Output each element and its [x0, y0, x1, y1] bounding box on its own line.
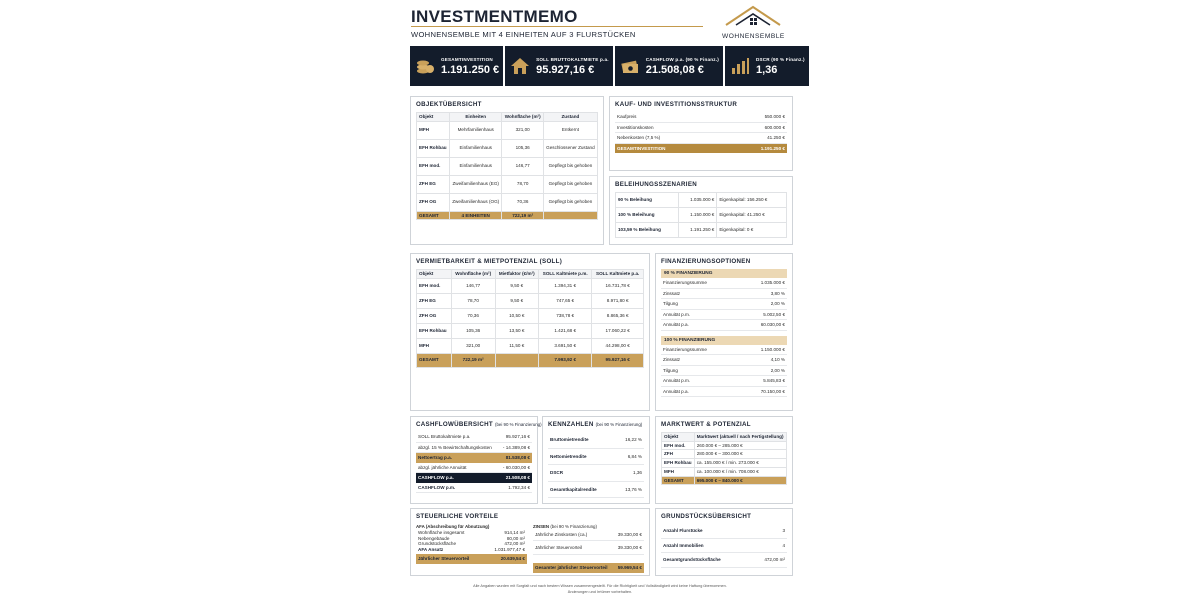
table-cell: ZFH EG	[417, 175, 450, 193]
marktwert-table: Objekt Marktwert (aktuell / nach Fertigstellung) EFH mod. 260.000 € – 285.000 € ZFH 280.000 € – 300.000 € EFH Rohbau ca. 155.000 € / min. 273.000 € MFH ca. 100.000 € / min. 708.000 € GESAMT 695.000 € – 840.000 €	[661, 432, 787, 485]
list-item: Finanzierungssumme 1.150.000 €	[661, 345, 787, 356]
table-cell: 78,70	[502, 175, 543, 193]
table-cell: Zweifamilienhaus (OG)	[449, 193, 502, 211]
table-cell: Geschlossener Zustand	[543, 139, 597, 157]
list-item: Annuität p.m. 5.845,83 €	[661, 376, 787, 387]
table-cell: Mehrfamilienhaus	[449, 121, 502, 139]
zinsen-title: ZINSEN (bei 90 % Finanzierung)	[533, 524, 597, 529]
kpi-label: SOLL BRUTTOKALTMIETE p.a.	[536, 56, 609, 62]
list-item: Jährlicher Steuervorteil 39.330,00 €	[533, 541, 644, 556]
house-logo-icon	[722, 5, 784, 27]
kpi-value: 95.927,16 €	[536, 63, 595, 76]
vermietbarkeit-table: Objekt Wohnfläche (m²) Mietfaktor (€/m²) SOLL Kaltmiete p.m. SOLL Kaltmiete p.a. EFH mod. 146,77 9,50 € 1.394,31 € 16.731,78 € ZFH EG 78,70 9,50 € 747,65 € 8.971,80 € ZFH OG 70,36 10,50 € 738,78 € 8.865,36 € EFH Rohbau 105,36 13,50 € 1.421,68 € 17.060,22 € MFH 321,00 11,50 € 3.691,50 € 44.298,00 € GESAMT 722,19 m² 7.993,92 € 95.927,16 €	[416, 269, 644, 368]
section-title: MARKTWERT & POTENZIAL	[661, 421, 751, 428]
beleihung-table	[615, 192, 787, 238]
objekt-table	[416, 112, 598, 220]
section-title: VERMIETBARKEIT & MIETPOTENZIAL (SOLL)	[416, 258, 563, 265]
list-item: Annuität p.m. 5.002,50 €	[661, 310, 787, 321]
kpi-cashflow	[615, 46, 723, 86]
section-title: STEUERLICHE VORTEILE	[416, 513, 499, 520]
table-cell: 105,36	[502, 139, 543, 157]
footer-disclaimer	[430, 584, 770, 595]
list-item: Tilgung 2,00 %	[661, 299, 787, 310]
table-row: EFH Rohbau ca. 155.000 € / min. 273.000 €	[662, 459, 787, 468]
afa-title: AFA (Abschreibung für Abnutzung)	[416, 524, 490, 529]
kpi-value: 1.191.250 €	[441, 63, 500, 76]
table-cell: 321,00	[502, 121, 543, 139]
disclaimer-line: Änderungen und Irrtümer vorbehalten.	[567, 589, 633, 594]
table-row	[417, 121, 598, 139]
table-row: MFH ca. 100.000 € / min. 708.000 €	[662, 467, 787, 476]
bar-chart-icon	[729, 55, 751, 77]
table-cell: EFH Rohbau	[417, 139, 450, 157]
list-item: Finanzierungssumme 1.035.000 €	[661, 278, 787, 289]
list-item: Gesamtgrundstücksfläche 472,00 m²	[661, 553, 787, 568]
list-item: Annuität p.a. 60.030,00 €	[661, 320, 787, 331]
kpi-label: CASHFLOW p.a. (90 % Finanz.)	[645, 56, 719, 62]
table-row: EFH mod. 260.000 € – 285.000 €	[662, 441, 787, 450]
netto-row: Nettoertrag p.a. 81.538,08 €	[416, 453, 532, 463]
table-cell: Gepflegt bis gehoben	[543, 157, 597, 175]
finanzierung-card	[655, 253, 793, 411]
table-cell: Gepflegt bis gehoben	[543, 193, 597, 211]
table-row	[417, 193, 598, 211]
table-row: EFH mod. 146,77 9,50 € 1.394,31 € 16.731,78 €	[417, 278, 644, 293]
list-item: Zinssatz 3,80 %	[661, 289, 787, 300]
list-item: Grundstücksfläche 472,00 m²	[418, 541, 525, 546]
page-subtitle: WOHNENSEMBLE MIT 4 EINHEITEN AUF 3 FLURSTÜCKEN	[411, 30, 636, 39]
list-item: Tilgung 2,00 %	[661, 366, 787, 377]
section-title: BELEIHUNGSSZENARIEN	[615, 181, 698, 188]
kpi-value: 21.508,08 €	[645, 63, 704, 76]
title-divider	[411, 26, 703, 27]
total-row: GESAMTINVESTITION 1.191.250 €	[615, 144, 787, 154]
list-item: Kaufpreis 550.000 €	[615, 112, 787, 123]
section-title: KENNZAHLEN (bei 90 % Finanzierung)	[548, 421, 643, 428]
column-header: Zustand	[543, 113, 597, 122]
kpi-label: GESAMTINVESTITION	[441, 56, 493, 62]
table-cell: Gepflegt bis gehoben	[543, 175, 597, 193]
table-cell: ZFH OG	[417, 193, 450, 211]
list-item: DSCR 1,36	[548, 465, 644, 482]
zinsen-block	[533, 524, 644, 573]
coins-icon	[414, 55, 436, 77]
table-row: EFH Rohbau 105,36 13,50 € 1.421,68 € 17.060,22 €	[417, 323, 644, 338]
list-item: Anzahl Flurstücke 3	[661, 524, 787, 539]
table-row: 100 % Beleihung 1.150.000 € Eigenkapital: 41.250 €	[616, 208, 787, 223]
objekt-card	[410, 96, 604, 245]
table-cell	[543, 211, 597, 220]
column-header: Objekt	[417, 113, 450, 122]
afa-block	[416, 524, 527, 573]
option-title: 90 % FINANZIERUNG	[661, 269, 787, 278]
kpi-bar	[410, 46, 805, 86]
investment-memo-page	[400, 0, 805, 600]
disclaimer-line: Alle Angaben wurden mit Sorgfalt und nach bestem Wissen zusammengestellt. Für die Richtigkeit und Vollständigkeit wird keine Haftung übernommen.	[473, 584, 727, 588]
kpi-label: DSCR (90 % Finanz.)	[756, 56, 805, 62]
marktwert-card	[655, 416, 793, 504]
table-cell: Einfamilienhaus	[449, 157, 502, 175]
list-item: SOLL Bruttokaltmiete p.a. 95.927,16 €	[416, 432, 532, 443]
table-row: ZFH OG 70,36 10,50 € 738,78 € 8.865,36 €	[417, 308, 644, 323]
section-title: CASHFLOWÜBERSICHT (bei 90 % Finanzierung)	[416, 421, 542, 428]
list-item: Nebengebäude 80,00 m²	[418, 535, 525, 541]
vermietbarkeit-card	[410, 253, 650, 411]
total-row	[417, 211, 598, 220]
total-row: Gesamter jährlicher Steuervorteil 59.969,54 €	[533, 563, 644, 573]
logo-text: WOHNENSEMBLE	[722, 33, 785, 40]
kpi-dscr	[725, 46, 809, 86]
logo	[722, 5, 784, 39]
list-item: Zinssatz 4,10 %	[661, 355, 787, 366]
table-cell: 722,19 m²	[502, 211, 543, 220]
list-item: Investitionskosten 600.000 €	[615, 123, 787, 134]
list-item: Gesamtkapitalrendite 13,76 %	[548, 482, 644, 499]
table-row	[417, 139, 598, 157]
cashflow-pa-row: CASHFLOW p.a. 21.508,08 €	[416, 473, 532, 483]
column-header: Einheiten	[449, 113, 502, 122]
kpi-gesamtinvestition	[410, 46, 503, 86]
list-item: Nettomietrendite 6,84 %	[548, 449, 644, 466]
total-row: GESAMT 722,19 m² 7.993,92 € 95.927,16 €	[417, 353, 644, 367]
section-title: KAUF- UND INVESTITIONSSTRUKTUR	[615, 101, 738, 108]
list-item: Wohnfläche insgesamt 914,14 m²	[418, 530, 525, 535]
list-item: abzgl. jährliche Annuität - 60.030,00 €	[416, 463, 532, 474]
kpi-bruttokaltmiete	[505, 46, 613, 86]
section-title: OBJEKTÜBERSICHT	[416, 101, 482, 108]
table-cell: 70,36	[502, 193, 543, 211]
table-row: MFH 321,00 11,50 € 3.691,50 € 44.298,00 €	[417, 338, 644, 353]
list-item: AFA Ansatz 1.031.977,47 €	[418, 546, 525, 552]
table-cell: Einfamilienhaus	[449, 139, 502, 157]
cashflow-pm-row: CASHFLOW p.m. 1.792,34 €	[416, 483, 532, 494]
cash-icon	[619, 55, 641, 77]
table-cell: GESAMT	[417, 211, 450, 220]
table-cell: Zweifamilienhaus (EG)	[449, 175, 502, 193]
table-cell: Entkernt	[543, 121, 597, 139]
table-row	[417, 157, 598, 175]
table-row: 90 % Beleihung 1.035.000 € Eigenkapital: 156.250 €	[616, 193, 787, 208]
steuer-card	[410, 508, 650, 576]
list-item: abzgl. 15 % Bewirtschaftungskosten - 14.389,08 €	[416, 443, 532, 454]
beleihung-card	[609, 176, 793, 245]
house-icon	[509, 55, 531, 77]
section-title: FINANZIERUNGSOPTIONEN	[661, 258, 751, 265]
kennzahlen-card	[542, 416, 650, 504]
table-row: 103,59 % Beleihung 1.191.250 € Eigenkapital: 0 €	[616, 223, 787, 238]
table-cell: 4 EINHEITEN	[449, 211, 502, 220]
total-row: GESAMT 695.000 € – 840.000 €	[662, 476, 787, 485]
list-item: Nebenkosten (7,5 %) 41.250 €	[615, 133, 787, 144]
table-cell: EFH mod.	[417, 157, 450, 175]
section-title: GRUNDSTÜCKSÜBERSICHT	[661, 513, 752, 520]
list-item: Anzahl Immobilien 4	[661, 539, 787, 554]
kpi-value: 1,36	[756, 63, 778, 76]
table-cell: MFH	[417, 121, 450, 139]
table-row	[417, 175, 598, 193]
list-item: Jährliche Zinskosten (ca.) 39.330,00 €	[533, 530, 644, 541]
kauf-card	[609, 96, 793, 171]
list-item: Bruttomietrendite 16,22 %	[548, 432, 644, 449]
page-title: INVESTMENTMEMO	[411, 7, 578, 26]
cashflow-card	[410, 416, 542, 504]
option-title: 100 % FINANZIERUNG	[661, 336, 787, 345]
grund-card	[655, 508, 793, 576]
total-row: Jährlicher Steuervorteil 20.639,54 €	[416, 554, 527, 564]
list-item: Annuität p.a. 70.150,00 €	[661, 387, 787, 398]
column-header: Wohnfläche (m²)	[502, 113, 543, 122]
table-row: ZFH EG 78,70 9,50 € 747,65 € 8.971,80 €	[417, 293, 644, 308]
table-row: ZFH 280.000 € – 300.000 €	[662, 450, 787, 459]
table-cell: 146,77	[502, 157, 543, 175]
